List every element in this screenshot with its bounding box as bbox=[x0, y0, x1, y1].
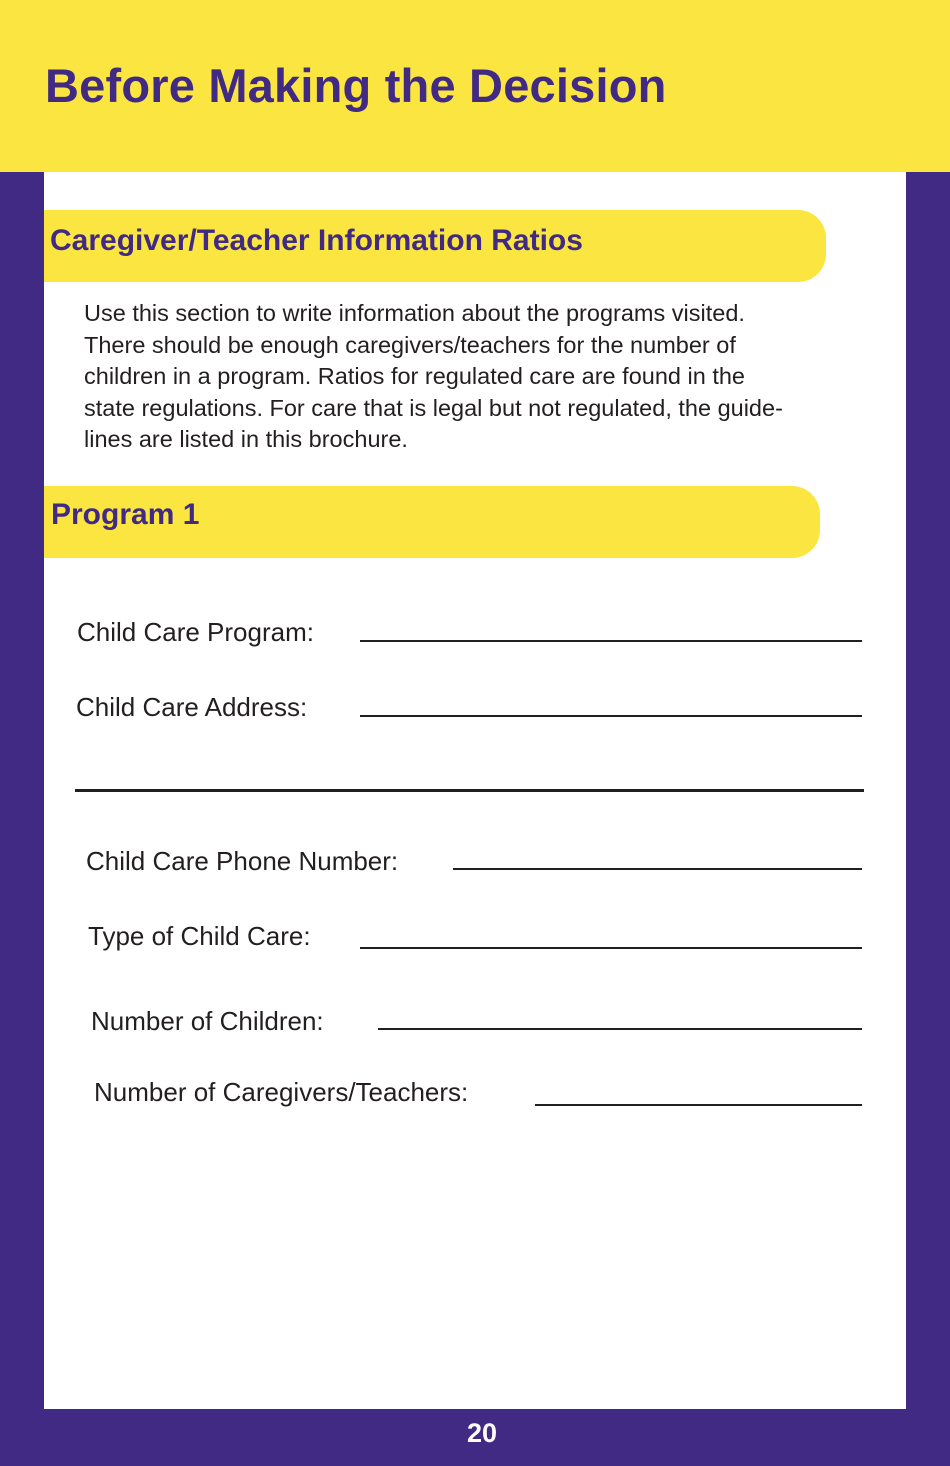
child-care-phone-line[interactable] bbox=[453, 868, 862, 870]
child-care-address-line[interactable] bbox=[360, 715, 862, 717]
intro-line: children in a program. Ratios for regulated care are found in the bbox=[84, 363, 745, 389]
type-of-child-care-label: Type of Child Care: bbox=[88, 921, 311, 951]
intro-line: state regulations. For care that is legal but not regulated, the guide- bbox=[84, 394, 783, 421]
page-number: 20 bbox=[466, 1418, 498, 1448]
intro-line: lines are listed in this brochure. bbox=[84, 426, 408, 452]
number-of-caregivers-line[interactable] bbox=[535, 1104, 862, 1106]
number-of-caregivers-label: Number of Caregivers/Teachers: bbox=[94, 1077, 469, 1107]
intro-line: Use this section to write information about the programs visited. bbox=[84, 300, 745, 326]
number-of-children-label: Number of Children: bbox=[91, 1006, 324, 1036]
intro-paragraph bbox=[84, 298, 874, 456]
number-of-children-line[interactable] bbox=[378, 1028, 862, 1030]
section-heading-ratios: Caregiver/Teacher Information Ratios bbox=[50, 224, 583, 257]
section-heading-program: Program 1 bbox=[51, 498, 200, 531]
child-care-address-label: Child Care Address: bbox=[76, 692, 308, 722]
child-care-phone-label: Child Care Phone Number: bbox=[86, 846, 399, 876]
child-care-program-line[interactable] bbox=[360, 640, 862, 642]
intro-line: There should be enough caregivers/teachers for the number of bbox=[84, 331, 736, 358]
page-title: Before Making the Decision bbox=[45, 59, 667, 112]
child-care-program-label: Child Care Program: bbox=[77, 617, 314, 647]
child-care-address-line-2[interactable] bbox=[75, 789, 864, 792]
type-of-child-care-line[interactable] bbox=[360, 947, 862, 949]
